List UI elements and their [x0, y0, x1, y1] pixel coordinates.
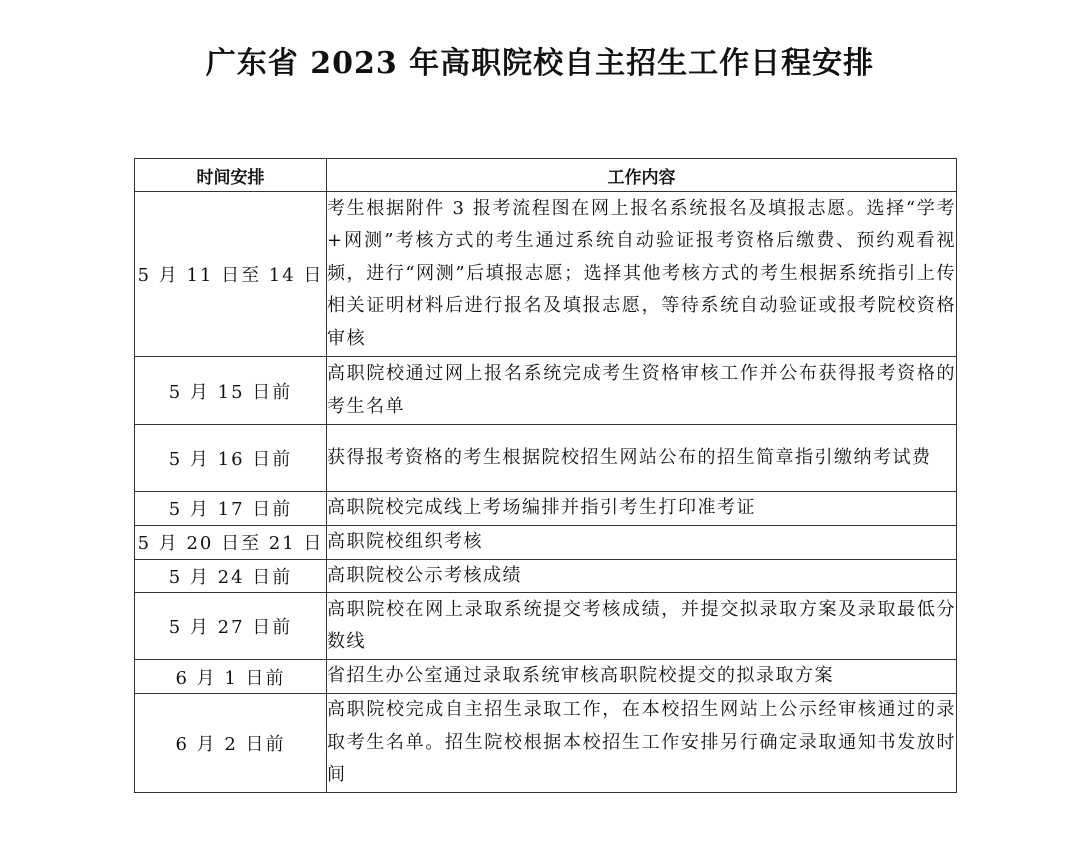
- time-cell: 5 月 20 日至 21 日: [135, 525, 327, 559]
- table-row: [135, 525, 957, 559]
- table-row: [135, 660, 957, 694]
- content-column-header: 工作内容: [327, 159, 957, 192]
- content-cell: 高职院校完成线上考场编排并指引考生打印准考证: [327, 492, 957, 526]
- content-cell: 获得报考资格的考生根据院校招生网站公布的招生简章指引缴纳考试费: [327, 425, 957, 492]
- time-cell: 6 月 2 日前: [135, 694, 327, 793]
- time-column-header: 时间安排: [135, 159, 327, 192]
- content-cell: 考生根据附件 3 报考流程图在网上报名系统报名及填报志愿。选择“学考+网测”考核方式的考生通过系统自动验证报考资格后缴费、预约观看视频，进行“网测”后填报志愿；选择其他考核方式的考生根据系统指引上传相关证明材料后进行报名及填报志愿，等待系统自动验证或报考院校资格审核: [327, 192, 957, 357]
- table-header-row: [135, 159, 957, 192]
- time-cell: 5 月 16 日前: [135, 425, 327, 492]
- time-cell: 5 月 15 日前: [135, 357, 327, 425]
- content-cell: 高职院校完成自主招生录取工作，在本校招生网站上公示经审核通过的录取考生名单。招生院校根据本校招生工作安排另行确定录取通知书发放时间: [327, 694, 957, 793]
- content-cell: 高职院校公示考核成绩: [327, 559, 957, 593]
- time-cell: 5 月 17 日前: [135, 492, 327, 526]
- content-cell: 高职院校通过网上报名系统完成考生资格审核工作并公布获得报考资格的考生名单: [327, 357, 957, 425]
- table-row: [135, 593, 957, 660]
- content-cell: 高职院校组织考核: [327, 525, 957, 559]
- schedule-table: [134, 158, 957, 793]
- table-row: [135, 559, 957, 593]
- content-cell: 省招生办公室通过录取系统审核高职院校提交的拟录取方案: [327, 660, 957, 694]
- time-cell: 5 月 11 日至 14 日: [135, 192, 327, 357]
- table-row: [135, 357, 957, 425]
- page-title: 广东省 2023 年高职院校自主招生工作日程安排: [205, 46, 875, 81]
- time-cell: 5 月 27 日前: [135, 593, 327, 660]
- time-cell: 6 月 1 日前: [135, 660, 327, 694]
- table-row: [135, 425, 957, 492]
- time-cell: 5 月 24 日前: [135, 559, 327, 593]
- content-cell: 高职院校在网上录取系统提交考核成绩，并提交拟录取方案及录取最低分数线: [327, 593, 957, 660]
- table-row: [135, 492, 957, 526]
- table-row: [135, 694, 957, 793]
- table-row: [135, 192, 957, 357]
